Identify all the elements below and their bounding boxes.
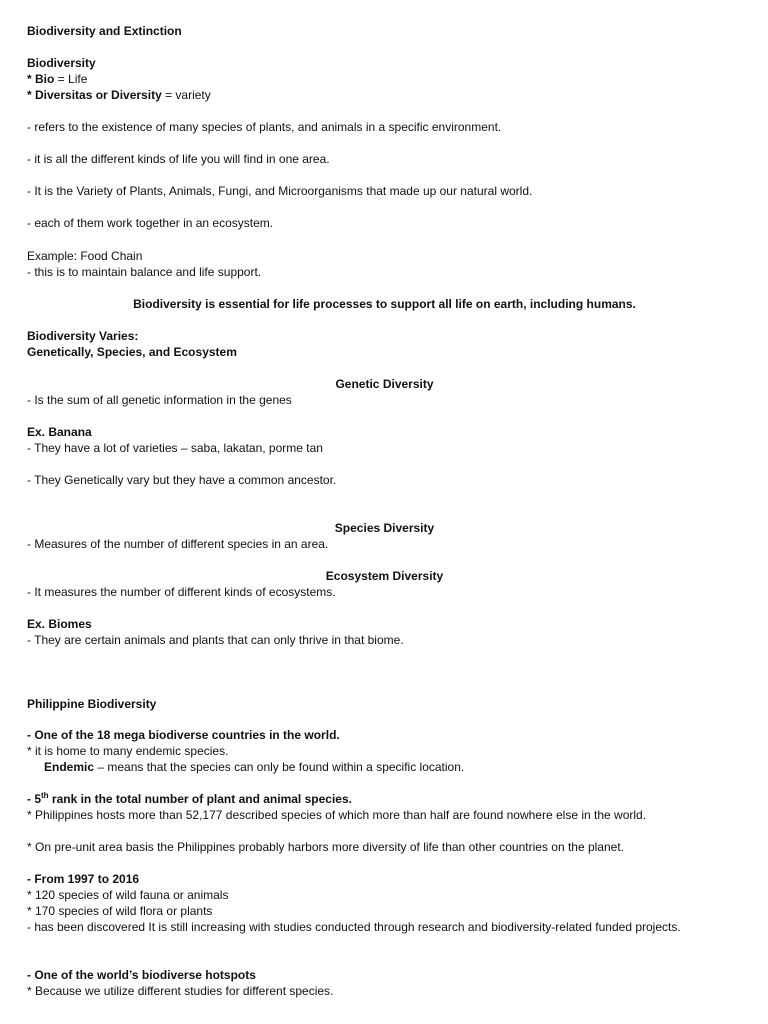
rank-suffix: th [41, 791, 49, 800]
bio-term: * Bio [27, 72, 55, 86]
biodiversity-point-2: - it is all the different kinds of life you will find in one area. [27, 152, 330, 166]
endemic-term: Endemic [44, 760, 95, 774]
diversity-term: * Diversitas or Diversity [27, 88, 162, 102]
genetic-definition: - Is the sum of all genetic information in the genes [27, 393, 292, 407]
flora-count: * 170 species of wild flora or plants [27, 904, 213, 918]
rank-text: rank in the total number of plant and animal species. [48, 792, 352, 806]
species-heading: Species Diversity [334, 521, 435, 535]
discovered-note: - has been discovered It is still increasing with studies conducted through research and biodiversity-related funded projects. [27, 920, 681, 934]
document-title: Biodiversity and Extinction [27, 24, 182, 38]
example-note: - this is to maintain balance and life support. [27, 265, 262, 279]
ecosystem-example: Ex. Biomes [27, 617, 92, 631]
ecosystem-example-1: - They are certain animals and plants that can only thrive in that biome. [27, 633, 404, 647]
endemic-meaning: – means that the species can only be found within a specific location. [94, 760, 465, 774]
fauna-count: * 120 species of wild fauna or animals [27, 888, 229, 902]
diversity-meaning: = variety [161, 88, 211, 102]
hotspot-heading: - One of the world’s biodiverse hotspots [27, 968, 256, 982]
species-definition: - Measures of the number of different species in an area. [27, 537, 329, 551]
species-hosted: * Philippines hosts more than 52,177 described species of which more than half are found nowhere else in the world. [27, 808, 647, 822]
essential-statement: Biodiversity is essential for life processes to support all life on earth, including humans. [133, 297, 636, 311]
genetic-heading: Genetic Diversity [335, 377, 434, 391]
biodiversity-point-3: - It is the Variety of Plants, Animals, Fungi, and Microorganisms that made up our natural world. [27, 184, 533, 198]
endemic-definition [44, 760, 464, 775]
diversity-definition [27, 88, 211, 103]
mega-biodiverse: - One of the 18 mega biodiverse countries in the world. [27, 728, 340, 742]
varies-heading: Biodiversity Varies: [27, 329, 139, 343]
hotspot-note: * Because we utilize different studies for different species. [27, 984, 334, 998]
varies-list: Genetically, Species, and Ecosystem [27, 345, 237, 359]
period-heading: - From 1997 to 2016 [27, 872, 140, 886]
per-unit-diversity: * On pre-unit area basis the Philippines probably harbors more diversity of life than other countries on the planet. [27, 840, 624, 854]
example-food-chain: Example: Food Chain [27, 249, 143, 263]
biodiversity-point-1: - refers to the existence of many species of plants, and animals in a specific environment. [27, 120, 502, 134]
genetic-example-1: - They have a lot of varieties – saba, lakatan, porme tan [27, 441, 323, 455]
genetic-example-2: - They Genetically vary but they have a common ancestor. [27, 473, 337, 487]
rank-statement [27, 792, 352, 807]
biodiversity-heading: Biodiversity [27, 56, 96, 70]
ecosystem-heading: Ecosystem Diversity [325, 569, 444, 583]
bio-meaning: = Life [54, 72, 88, 86]
rank-number: - 5 [27, 792, 42, 806]
genetic-example: Ex. Banana [27, 425, 92, 439]
ecosystem-definition: - It measures the number of different kinds of ecosystems. [27, 585, 336, 599]
bio-definition [27, 72, 87, 87]
philippine-heading: Philippine Biodiversity [27, 697, 157, 711]
biodiversity-point-4: - each of them work together in an ecosystem. [27, 216, 274, 230]
endemic-home: * it is home to many endemic species. [27, 744, 229, 758]
